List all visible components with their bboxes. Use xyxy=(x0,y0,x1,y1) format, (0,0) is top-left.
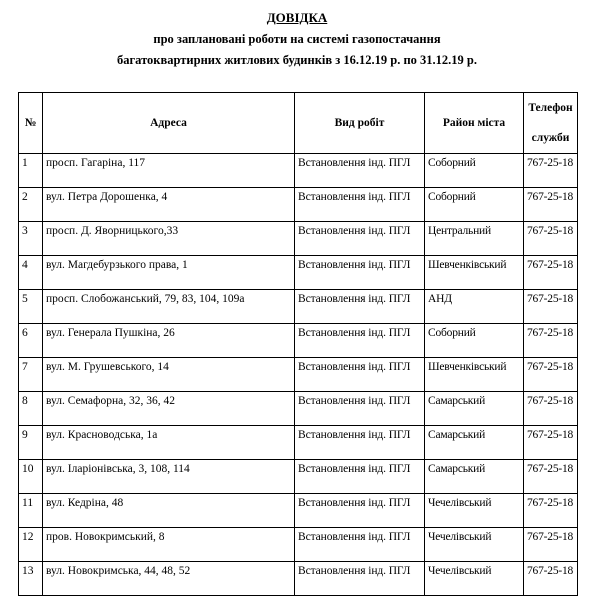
cell-work-type: Встановлення інд. ПГЛ xyxy=(295,222,425,256)
cell-district: Соборний xyxy=(425,324,524,358)
cell-phone: 767-25-18 xyxy=(524,188,578,222)
cell-district: Самарський xyxy=(425,426,524,460)
cell-number: 10 xyxy=(19,460,43,494)
cell-district: АНД xyxy=(425,290,524,324)
table-row xyxy=(19,460,578,494)
table-row xyxy=(19,494,578,528)
header-number: № xyxy=(19,93,43,154)
cell-phone: 767-25-18 xyxy=(524,154,578,188)
cell-work-type: Встановлення інд. ПГЛ xyxy=(295,392,425,426)
cell-work-type: Встановлення інд. ПГЛ xyxy=(295,562,425,596)
cell-district: Самарський xyxy=(425,460,524,494)
table-row xyxy=(19,154,578,188)
cell-district: Чечелівський xyxy=(425,494,524,528)
table-row xyxy=(19,256,578,290)
cell-phone: 767-25-18 xyxy=(524,256,578,290)
cell-phone: 767-25-18 xyxy=(524,290,578,324)
cell-phone: 767-25-18 xyxy=(524,222,578,256)
cell-work-type: Встановлення інд. ПГЛ xyxy=(295,358,425,392)
cell-address: вул. Кедріна, 48 xyxy=(43,494,295,528)
cell-address: вул. Іларіонівська, 3, 108, 114 xyxy=(43,460,295,494)
cell-number: 5 xyxy=(19,290,43,324)
header-district: Район міста xyxy=(425,93,524,154)
cell-work-type: Встановлення інд. ПГЛ xyxy=(295,324,425,358)
cell-address: просп. Д. Яворницького,33 xyxy=(43,222,295,256)
table-row xyxy=(19,562,578,596)
cell-phone: 767-25-18 xyxy=(524,562,578,596)
cell-number: 7 xyxy=(19,358,43,392)
cell-phone: 767-25-18 xyxy=(524,460,578,494)
cell-work-type: Встановлення інд. ПГЛ xyxy=(295,494,425,528)
cell-district: Шевченківський xyxy=(425,256,524,290)
cell-address: вул. Магдебурзького права, 1 xyxy=(43,256,295,290)
table-header-row xyxy=(19,93,578,154)
table-row xyxy=(19,290,578,324)
cell-work-type: Встановлення інд. ПГЛ xyxy=(295,528,425,562)
header-phone: Телефон служби xyxy=(524,93,578,154)
cell-address: пров. Новокримський, 8 xyxy=(43,528,295,562)
cell-number: 4 xyxy=(19,256,43,290)
cell-address: вул. Красноводська, 1а xyxy=(43,426,295,460)
document-subtitle-line2: багатоквартирних житлових будинків з 16.12.19 р. по 31.12.19 р. xyxy=(116,53,478,67)
table-row xyxy=(19,188,578,222)
cell-district: Чечелівський xyxy=(425,562,524,596)
cell-phone: 767-25-18 xyxy=(524,426,578,460)
cell-address: вул. М. Грушевського, 14 xyxy=(43,358,295,392)
table-row xyxy=(19,324,578,358)
cell-work-type: Встановлення інд. ПГЛ xyxy=(295,188,425,222)
table-body xyxy=(19,154,578,596)
cell-number: 8 xyxy=(19,392,43,426)
cell-phone: 767-25-18 xyxy=(524,392,578,426)
cell-phone: 767-25-18 xyxy=(524,494,578,528)
cell-district: Соборний xyxy=(425,154,524,188)
cell-phone: 767-25-18 xyxy=(524,324,578,358)
cell-work-type: Встановлення інд. ПГЛ xyxy=(295,426,425,460)
planned-works-table xyxy=(18,92,578,596)
table-row xyxy=(19,528,578,562)
cell-work-type: Встановлення інд. ПГЛ xyxy=(295,290,425,324)
cell-number: 2 xyxy=(19,188,43,222)
cell-district: Соборний xyxy=(425,188,524,222)
cell-number: 12 xyxy=(19,528,43,562)
cell-phone: 767-25-18 xyxy=(524,358,578,392)
cell-district: Самарський xyxy=(425,392,524,426)
cell-number: 6 xyxy=(19,324,43,358)
cell-work-type: Встановлення інд. ПГЛ xyxy=(295,256,425,290)
header-address: Адреса xyxy=(43,93,295,154)
cell-number: 13 xyxy=(19,562,43,596)
cell-district: Чечелівський xyxy=(425,528,524,562)
cell-address: просп. Гагаріна, 117 xyxy=(43,154,295,188)
cell-number: 1 xyxy=(19,154,43,188)
cell-address: вул. Новокримська, 44, 48, 52 xyxy=(43,562,295,596)
cell-district: Центральний xyxy=(425,222,524,256)
cell-address: вул. Генерала Пушкіна, 26 xyxy=(43,324,295,358)
header-work-type: Вид робіт xyxy=(295,93,425,154)
cell-work-type: Встановлення інд. ПГЛ xyxy=(295,460,425,494)
cell-number: 9 xyxy=(19,426,43,460)
cell-address: вул. Семафорна, 32, 36, 42 xyxy=(43,392,295,426)
cell-work-type: Встановлення інд. ПГЛ xyxy=(295,154,425,188)
cell-number: 3 xyxy=(19,222,43,256)
table-row xyxy=(19,426,578,460)
cell-district: Шевченківський xyxy=(425,358,524,392)
document-subtitle-line1: про заплановані роботи на системі газопостачання xyxy=(153,32,441,46)
document-title: ДОВІДКА xyxy=(266,10,328,25)
cell-number: 11 xyxy=(19,494,43,528)
table-row xyxy=(19,222,578,256)
cell-phone: 767-25-18 xyxy=(524,528,578,562)
table-row xyxy=(19,392,578,426)
table-row xyxy=(19,358,578,392)
cell-address: просп. Слобожанський, 79, 83, 104, 109а xyxy=(43,290,295,324)
cell-address: вул. Петра Дорошенка, 4 xyxy=(43,188,295,222)
